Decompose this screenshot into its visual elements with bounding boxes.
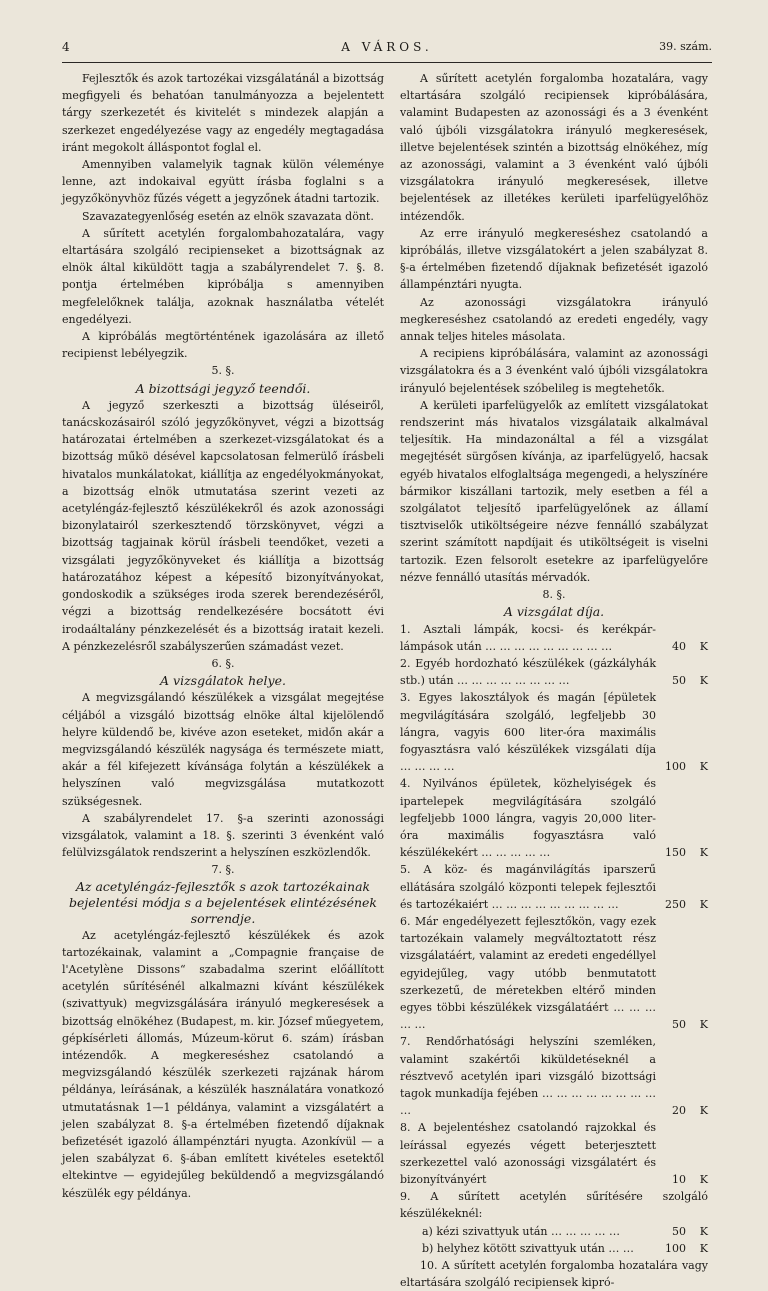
page-header xyxy=(62,40,712,60)
fee-amount: 40 xyxy=(672,639,686,653)
paragraph: A szabályrendelet 17. §-a szerinti azonossági vizsgálatok, valamint a 18. §. szerinti 3 évenként való felülvizsgálatok rendszerint a helyszínen eszközlendők. xyxy=(62,811,384,860)
fee-item xyxy=(400,689,708,775)
section-number: 7. §. xyxy=(211,863,235,877)
fee-currency: K xyxy=(699,1224,708,1238)
section-number: 5. §. xyxy=(211,364,235,378)
fee-item xyxy=(400,775,708,861)
fee-item xyxy=(400,621,708,655)
paragraph: A megvizsgálandó készülékek a vizsgálat megejtése céljából a vizsgáló bizottság elnöke által kijelölendő helyre küldendő be, kivéve azon eseteket, midőn akár a megvizsgálandó készülék nagysága és természete miatt, akár a fél kifejezett kívánsága folytán a készülékek a helyszínen való megvizsgálása mutatkozott szükségesnek. xyxy=(62,691,384,808)
fee-text: a) kézi szivattyuk után … … … … … xyxy=(422,1224,620,1238)
fee-currency: K xyxy=(699,1173,708,1186)
fee-item xyxy=(400,861,708,913)
paragraph: A sűrített acetylén forgalomba hozatalára, vagy eltartására szolgáló recipiensek kipróbálására, valamint Budapesten az azonossági és a 3 évenként való újbóli vizsgálatokra irányuló megkeresések, illetve bejelentések szintén a bizottság elnökéhez, míg az azonossági, valamint a 3 évenként való újbóli vizsgálatokra irányuló megkeresések, illetve bejelentések az illetékes kerületi iparfelügyelőhöz intézendők. xyxy=(400,72,708,223)
fee-text: 8. A bejelentéshez csatolandó rajzokkal és leírással egyezés végett beterjesztett szerkezettel való azonossági vizsgálatért és bizonyítványért xyxy=(400,1121,656,1186)
fee-amount: 100 xyxy=(665,1241,686,1255)
fee-amount: 20 xyxy=(672,1104,686,1118)
fee-amount: 50 xyxy=(672,674,686,688)
paragraph: A kerületi iparfelügyelők az említett vizsgálatokat rendszerint más hivatalos vizsgálataik alkalmával teljesítik. Ha mindazonáltal a fél a vizsgálat megejtését sürgősen kívánja, az iparfelügyelő, hacsak egyéb hivatalos elfoglaltsága megengedi, a helyszínére bármikor kiszállani tartozik, mely esetben a fél a szolgálatot teljesítő iparfelügyelőnek az államí tisztviselők utiköltségeire nézve fennálló szabályzat szerint számított napdíjait és utiköltségeit is viselni tartozik. Ezen felsorolt esetekre az iparfelügyelőre nézve fennálló utasítás mérvadók. xyxy=(400,398,708,584)
fee-amount: 100 xyxy=(665,760,686,774)
paragraph: Fejlesztők és azok tartozékai vizsgálatánál a bizottság megfigyeli és behatóan tanulmányozza a bejelentett tárgy szerkezetét és kivitelét s mindezek alapján a szerkezet engedélyezése vagy az engedély megtagadása iránt megokolt álláspontot foglal el. xyxy=(62,72,384,154)
section-number: 6. §. xyxy=(211,656,235,670)
fee-item xyxy=(400,1119,708,1188)
paragraph: A jegyző szerkeszti a bizottság üléseiről, tanácskozásairól szóló jegyzőkönyvet, végzi a bizottság határozatai értelmében a szerkezet-vizsgálatokat és a bizottság műkö désével kapcsolatosan felmerülő írásbeli hivatalos munkálatokat, kiállítja az engedélyokmányokat, a bizottság elnök utmutatása szerint vezeti az acetyléngáz-fejlesztő készülékekről és azok azonossági bizonylatairól szerkesztendő törzskönyvet, végzi a bizottság tagjainak körül írásbeli teendőket, vezeti a vizsgálati jegyzőkönyveket és kiállítja a bizottság határozatához képest a képesítő bizonyítványokat, gondoskodik a szükséges iroda szerek berendezéséről, végzi a bizottság rendelkezésére bocsátott évi irodaáltalány pénzkezelését és a bizottság iratait kezeli. A pénzkezelésről szabályszerűen számadást vezet. xyxy=(62,398,384,653)
issue-number: 39. szám. xyxy=(659,40,712,53)
fee-currency: K xyxy=(699,1241,708,1255)
left-column xyxy=(62,70,384,1202)
fee-text: b) helyhez kötött szivattyuk után … … xyxy=(422,1241,634,1255)
paragraph: 10. A sűrített acetylén forgalomba hozatalára vagy eltartására szolgáló recipiensek kipró- xyxy=(400,1259,708,1290)
fee-item xyxy=(400,1240,708,1257)
fee-amount: 10 xyxy=(672,1173,686,1186)
fee-currency: K xyxy=(699,1104,708,1118)
fee-currency: K xyxy=(699,760,708,774)
fee-item xyxy=(400,1033,708,1119)
right-column xyxy=(400,70,708,1291)
fee-text: 1. Asztali lámpák, kocsi- és kerékpár-lámpások után … … … … … … … … … xyxy=(400,622,656,653)
fee-currency: K xyxy=(699,897,708,911)
fee-text: 6. Már engedélyezett fejlesztőkön, vagy ezek tartozékain valamely megváltoztatott rész vizsgálatáért, valamint az eredeti engedéllyel egyidejűleg, vagy utóbb benmutatott szerkezetű, de méretekben eltérő minden egyes többi készülékek vizsgálatáért … … … … … xyxy=(400,914,656,1032)
fee-text: 2. Egyéb hordozható készülékek (gázkályhák stb.) után … … … … … … … … xyxy=(400,656,656,688)
fee-item xyxy=(400,1188,708,1222)
paragraph: A kipróbálás megtörténtének igazolására az illető recipienst lebélyegzik. xyxy=(62,330,384,361)
section-heading: A vizsgálatok helye. xyxy=(160,673,286,689)
fee-text: 7. Rendőrhatósági helyszíni szemléken, valamint szakértői kiküldetéseknél a résztvevő acetylén ipari vizsgáló bizottsági tagok munkadíja fejében … … … … … … … … … xyxy=(400,1035,656,1118)
fee-item xyxy=(400,913,708,1033)
section-heading: Az acetyléngáz-fejlesztők s azok tartozékainak bejelentési módja s a bejelentések elintézésének sorrendje. xyxy=(68,878,377,926)
fee-currency: K xyxy=(699,1018,708,1032)
fee-text: 4. Nyilvános épületek, közhelyiségek és ipartelepek megvilágítására szolgáló legfeljebb 1000 lángra, vagyis 20,000 liter-óra maximális fogyasztásra való készülékekért … … … … … xyxy=(400,777,656,860)
fee-amount: 50 xyxy=(672,1018,686,1032)
fee-text: 3. Egyes lakosztályok és magán [épületek megvilágítására szolgáló, legfeljebb 30 lángra, vagyis 600 liter-óra maximális fogyasztásra való készülékek vizsgálati díja … … … … xyxy=(400,691,656,774)
paragraph: A sűrített acetylén forgalombahozatalára, vagy eltartására szolgáló recipienseket a bizottságnak az elnök által kiküldött tagja a szabályrendelet 7. §. 8. pontja értelmében kipróbálja s amennyiben megfelelőknek találja, azoknak használatba vételét engedélyezi. xyxy=(62,226,384,326)
fee-item xyxy=(400,1223,708,1240)
paragraph: Szavazategyenlőség esetén az elnök szavazata dönt. xyxy=(82,209,374,223)
fee-text: 5. A köz- és magánvilágítás iparszerű ellátására szolgáló központi telepek fejlesztői és tartozékaiért … … … … … … … … … xyxy=(400,863,656,911)
fee-currency: K xyxy=(699,639,708,653)
publication-title: A VÁROS. xyxy=(341,40,433,54)
paragraph: A recipiens kipróbálására, valamint az azonossági vizsgálatokra és a 3 évenként való újbóli vizsgálatokra irányuló bejelentések szóbelileg is megtehetők. xyxy=(400,347,708,395)
paragraph: Az azonossági vizsgálatokra irányuló megkereséshez csatolandó az eredeti engedély, vagy annak teljes hiteles másolata. xyxy=(400,295,708,344)
header-rule xyxy=(62,62,712,63)
fee-amount: 250 xyxy=(665,897,686,911)
fee-currency: K xyxy=(699,846,708,860)
fee-text: 9. A sűrített acetylén sűrítésére szolgáló készülékeknél: xyxy=(400,1190,708,1221)
section-number: 8. §. xyxy=(542,588,566,602)
fee-list xyxy=(400,621,708,1258)
fee-amount: 150 xyxy=(665,846,686,860)
page-number: 4 xyxy=(62,40,70,54)
section-heading: A vizsgálat díja. xyxy=(503,604,605,620)
section-heading: A bizottsági jegyző teendői. xyxy=(135,380,311,396)
fee-item xyxy=(400,655,708,689)
fee-amount: 50 xyxy=(672,1224,686,1238)
paragraph: Az erre irányuló megkereséshez csatolandó a kipróbálás, illetve vizsgálatokért a jelen szabályzat 8. §-a értelmében fizetendő díjaknak befizetését igazoló állampénztári nyugta. xyxy=(400,226,708,292)
paragraph: Amennyiben valamelyik tagnak külön véleménye lenne, azt indokaival együtt írásba foglalni s a jegyzőkönyvhöz fűzés végett a jegyzőnek átadni tartozik. xyxy=(62,158,384,206)
fee-currency: K xyxy=(699,674,708,688)
paragraph: Az acetyléngáz-fejlesztő készülékek és azok tartozékainak, valamint a „Compagnie française de l'Acetylène Dissons“ szabadalma szerint előállított acetylén sűrítésénél alkalmazni kívánt készülékek (szivattyuk) megvizsgálására irányuló megkeresések a bizottság elnökéhez (Budapest, m. kir. József műegyetem, gépkísérleti állomás, Múzeum-körut 6. szám) írásban intézendők. A megkereséshez csatolandó a megvizsgálandó készülék szerkezeti rajzának három példánya, leírásának, a készülék használatára vonatkozó utmutatásnak 1—1 példánya, valamint a vizsgálatért a jelen szabályzat 8. §-a értelmében fizetendő díjaknak befizetését igazoló állampénztári nyugta. Azonkívül — a jelen szabályzat 6. §-ában említett kivételes esetektől eltekintve — egyidejűleg beküldendő a megvizsgálandó készülék egy példánya. xyxy=(62,928,384,1200)
